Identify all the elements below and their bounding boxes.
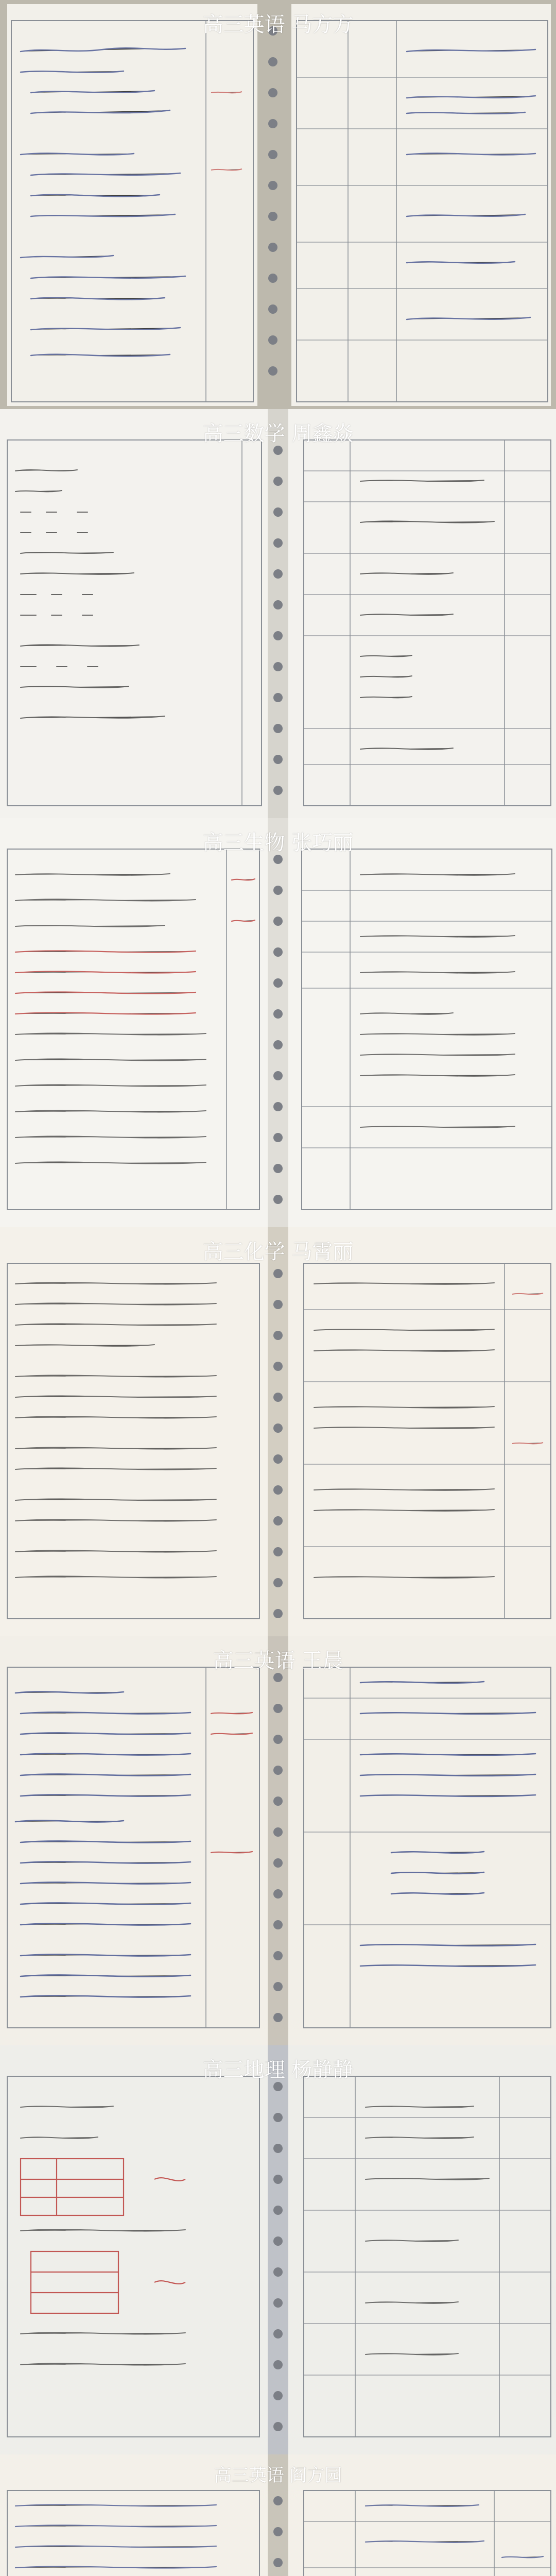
notebook-photo bbox=[0, 1227, 556, 1636]
notebook-photo bbox=[0, 818, 556, 1227]
panel-caption: 高三地理 杨静静 bbox=[202, 2058, 354, 2082]
panel-caption: 高三英语 王晨 bbox=[213, 1649, 343, 1673]
photo-panel-4 bbox=[0, 1227, 556, 1636]
notebook-photo bbox=[0, 0, 556, 409]
photo-panel-7 bbox=[0, 2454, 556, 2576]
photo-panel-2 bbox=[0, 409, 556, 818]
notebook-photo bbox=[0, 2454, 556, 2576]
notebook-photo bbox=[0, 2045, 556, 2454]
panel-caption: 高三英语 马方方 bbox=[202, 13, 354, 37]
notebook-photo bbox=[0, 409, 556, 818]
photo-panel-5 bbox=[0, 1636, 556, 2045]
panel-caption: 高三生物 张巧丽 bbox=[202, 831, 354, 855]
photo-panel-1 bbox=[0, 0, 556, 409]
notebook-photo bbox=[0, 1636, 556, 2045]
photo-panel-3 bbox=[0, 818, 556, 1227]
photo-panel-6 bbox=[0, 2045, 556, 2454]
panel-caption: 高三化学 马霄丽 bbox=[202, 1240, 354, 1264]
panel-caption: 高三数学 周鑫焱 bbox=[202, 422, 354, 446]
panel-caption: 高三英语 阎方园 bbox=[214, 2465, 342, 2486]
